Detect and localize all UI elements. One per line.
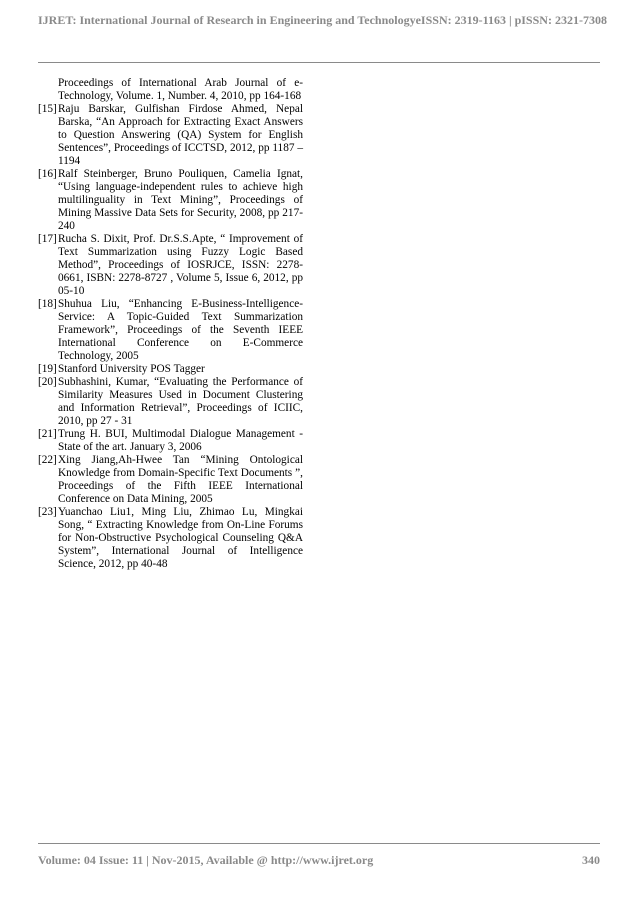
reference-text: Stanford University POS Tagger — [58, 363, 205, 375]
volume-info: Volume: 04 Issue: 11 | Nov-2015, Available @ http://www.ijret.org — [38, 852, 374, 867]
page-footer — [38, 850, 600, 870]
reference-text: Subhashini, Kumar, “Evaluating the Performance of Similarity Measures Used in Document Clustering and Information Retrieval”, Proceedings of ICIIC, 2010, pp 27 - 31 — [58, 376, 303, 427]
header-divider — [38, 62, 600, 63]
reference-continuation: Proceedings of International Arab Journal of e-Technology, Volume. 1, Number. 4, 2010, pp 164-168 — [58, 77, 303, 102]
reference-number: [16] — [38, 168, 57, 180]
issn: eISSN: 2319-1163 | pISSN: 2321-7308 — [415, 12, 607, 27]
reference-item — [38, 428, 303, 454]
reference-text: Trung H. BUI, Multimodal Dialogue Management - State of the art. January 3, 2006 — [58, 428, 303, 453]
reference-number: [21] — [38, 428, 57, 440]
reference-item — [38, 168, 303, 233]
reference-item — [38, 363, 303, 376]
reference-text: Rucha S. Dixit, Prof. Dr.S.S.Apte, “ Improvement of Text Summarization using Fuzzy Logic Based Method”, Proceedings of IOSRJCE, ISSN: 2278-0661, ISBN: 2278-8727 , Volume 5, Issue 6, 2012, pp 05-10 — [58, 233, 303, 297]
reference-item — [38, 233, 303, 298]
reference-item — [38, 103, 303, 168]
page-number: 340 — [582, 852, 600, 867]
reference-number: [20] — [38, 376, 57, 388]
reference-item — [38, 298, 303, 363]
reference-number: [15] — [38, 103, 57, 115]
reference-text: Ralf Steinberger, Bruno Pouliquen, Camelia Ignat, “Using language-independent rules to achieve high multilinguality in Text Mining”, Proceedings of Mining Massive Data Sets for Security, 2008, pp 217-240 — [58, 168, 303, 232]
reference-number: [22] — [38, 454, 57, 466]
reference-text: Yuanchao Liu1, Ming Liu, Zhimao Lu, Mingkai Song, “ Extracting Knowledge from On-Line Forums for Non-Obstructive Psychological Counseling Q&A System”, International Journal of Intelligence Science, 2012, pp 40-48 — [58, 506, 303, 570]
journal-title: IJRET: International Journal of Research in Engineering and Technology — [38, 12, 416, 27]
reference-number: [18] — [38, 298, 57, 310]
references-list — [38, 77, 303, 571]
reference-text: Xing Jiang,Ah-Hwee Tan “Mining Ontological Knowledge from Domain-Specific Text Documents ”, Proceedings of the Fifth IEEE International Conference on Data Mining, 2005 — [58, 454, 303, 505]
reference-text: Shuhua Liu, “Enhancing E-Business-Intelligence-Service: A Topic-Guided Text Summarization Framework”, Proceedings of the Seventh IEEE International Conference on E-Commerce Technology, 2005 — [58, 298, 303, 362]
reference-item — [38, 376, 303, 428]
reference-item — [38, 506, 303, 571]
reference-number: [17] — [38, 233, 57, 245]
reference-number: [19] — [38, 363, 57, 375]
footer-divider — [38, 843, 600, 844]
page-header — [38, 10, 607, 30]
reference-item — [38, 454, 303, 506]
reference-text: Raju Barskar, Gulfishan Firdose Ahmed, Nepal Barska, “An Approach for Extracting Exact Answers to Question Answering (QA) System for English Sentences”, Proceedings of ICCTSD, 2012, pp 1187 – 1194 — [58, 103, 303, 167]
reference-number: [23] — [38, 506, 57, 518]
